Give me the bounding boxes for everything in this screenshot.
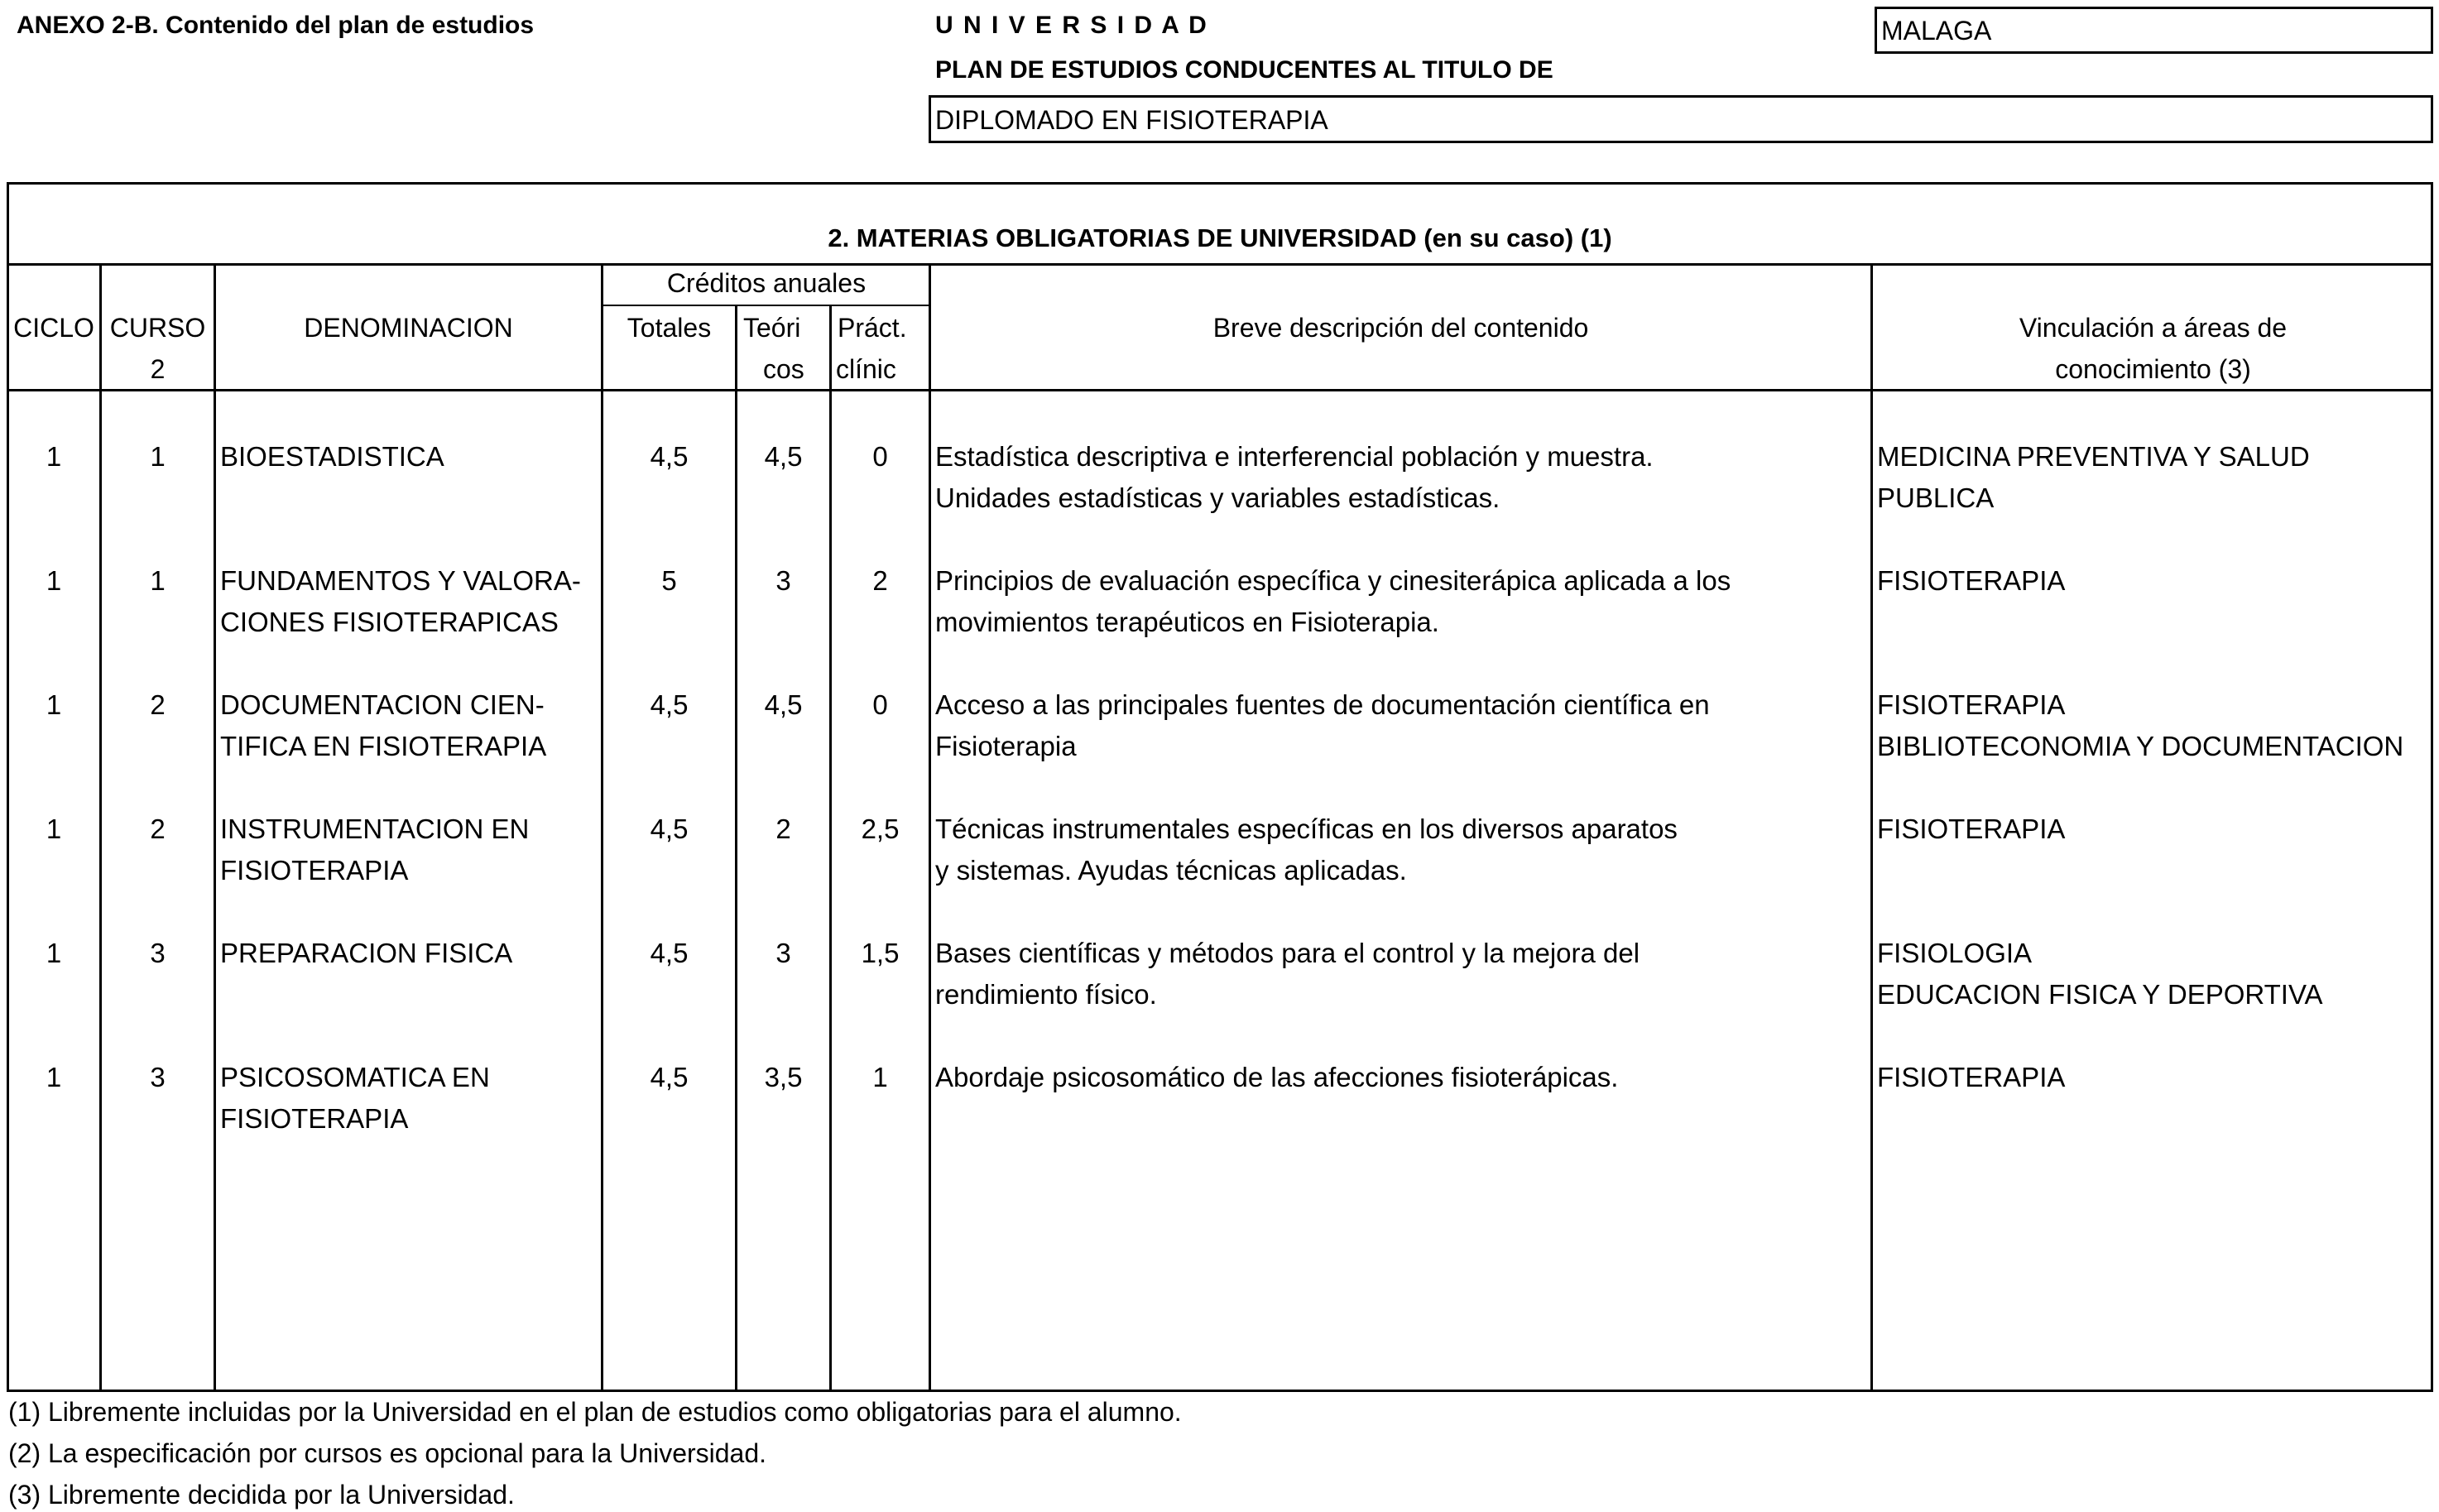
cell-denominacion-line-2: FISIOTERAPIA bbox=[220, 1103, 409, 1134]
cell-teoricos: 4,5 bbox=[764, 441, 803, 472]
cell-curso: 1 bbox=[150, 565, 166, 596]
col-denominacion-header: DENOMINACION bbox=[304, 313, 513, 343]
footnote-3: (3) Libremente decidida por la Universidad. bbox=[8, 1480, 515, 1510]
cell-ciclo: 1 bbox=[46, 814, 62, 844]
cell-denominacion-line-2: TIFICA EN FISIOTERAPIA bbox=[220, 731, 547, 761]
cell-practicos: 1 bbox=[872, 1062, 888, 1092]
plan-label: PLAN DE ESTUDIOS CONDUCENTES AL TITULO DE bbox=[935, 56, 1553, 84]
cell-vinculacion-line-1: FISIOTERAPIA bbox=[1877, 565, 2066, 596]
cell-descripcion-line-1: Abordaje psicosomático de las afecciones fisioterápicas. bbox=[935, 1062, 1619, 1092]
col-curso-note: 2 bbox=[150, 354, 166, 384]
footnote-1: (1) Libremente incluidas por la Universidad en el plan de estudios como obligatorias para el alumno. bbox=[8, 1397, 1182, 1427]
cell-descripcion-line-1: Estadística descriptiva e interferencial población y muestra. bbox=[935, 441, 1654, 472]
cell-practicos: 1,5 bbox=[861, 938, 900, 968]
divider-title bbox=[7, 263, 2433, 266]
divider-creditos bbox=[603, 305, 930, 306]
cell-curso: 1 bbox=[150, 441, 166, 472]
cell-totales: 4,5 bbox=[650, 689, 689, 720]
col-totales-header: Totales bbox=[627, 313, 712, 343]
cell-practicos: 2,5 bbox=[861, 814, 900, 844]
col-sep-curso bbox=[214, 263, 216, 1390]
cell-vinculacion-line-2: BIBLIOTECONOMIA Y DOCUMENTACION bbox=[1877, 731, 2404, 761]
cell-curso: 3 bbox=[150, 1062, 166, 1092]
col-curso-header: CURSO bbox=[109, 313, 206, 343]
annex-title: ANEXO 2-B. Contenido del plan de estudios bbox=[17, 12, 535, 39]
col-vinculacion-header: Vinculación a áreas de bbox=[2019, 313, 2288, 343]
cell-vinculacion-line-1: FISIOLOGIA bbox=[1877, 938, 2033, 968]
cell-vinculacion-line-1: MEDICINA PREVENTIVA Y SALUD bbox=[1877, 441, 2310, 472]
cell-vinculacion-line-1: FISIOTERAPIA bbox=[1877, 689, 2066, 720]
cell-curso: 2 bbox=[150, 689, 166, 720]
col-practicos-header-2: clínic bbox=[836, 354, 896, 384]
titulo-field bbox=[929, 95, 2433, 143]
cell-practicos: 2 bbox=[872, 565, 888, 596]
cell-totales: 4,5 bbox=[650, 938, 689, 968]
cell-totales: 4,5 bbox=[650, 814, 689, 844]
cell-descripcion-line-2: y sistemas. Ayudas técnicas aplicadas. bbox=[935, 855, 1407, 886]
cell-ciclo: 1 bbox=[46, 938, 62, 968]
col-ciclo-header: CICLO bbox=[13, 313, 94, 343]
divider-header bbox=[7, 389, 2433, 391]
cell-ciclo: 1 bbox=[46, 441, 62, 472]
cell-vinculacion-line-2: PUBLICA bbox=[1877, 482, 1995, 513]
universidad-value: MALAGA bbox=[1881, 16, 1992, 46]
cell-descripcion-line-2: Unidades estadísticas y variables estadísticas. bbox=[935, 482, 1500, 513]
cell-denominacion-line-1: DOCUMENTACION CIEN- bbox=[220, 689, 545, 720]
section-title: 2. MATERIAS OBLIGATORIAS DE UNIVERSIDAD (en su caso) (1) bbox=[828, 223, 1612, 252]
cell-denominacion-line-1: INSTRUMENTACION EN bbox=[220, 814, 530, 844]
cell-curso: 2 bbox=[150, 814, 166, 844]
cell-ciclo: 1 bbox=[46, 689, 62, 720]
universidad-field bbox=[1875, 7, 2433, 54]
cell-vinculacion-line-1: FISIOTERAPIA bbox=[1877, 814, 2066, 844]
col-practicos-header: Práct. bbox=[838, 313, 907, 343]
cell-denominacion-line-1: BIOESTADISTICA bbox=[220, 441, 444, 472]
cell-curso: 3 bbox=[150, 938, 166, 968]
col-sep-descripcion bbox=[1870, 263, 1873, 1390]
cell-descripcion-line-2: Fisioterapia bbox=[935, 731, 1077, 761]
cell-denominacion-line-2: FISIOTERAPIA bbox=[220, 855, 409, 886]
cell-totales: 4,5 bbox=[650, 441, 689, 472]
cell-teoricos: 2 bbox=[775, 814, 791, 844]
titulo-value: DIPLOMADO EN FISIOTERAPIA bbox=[935, 105, 1328, 135]
cell-denominacion-line-1: FUNDAMENTOS Y VALORA- bbox=[220, 565, 581, 596]
creditos-header: Créditos anuales bbox=[666, 268, 867, 298]
col-vinculacion-header-2: conocimiento (3) bbox=[2055, 354, 2251, 384]
cell-descripcion-line-1: Bases científicas y métodos para el control y la mejora del bbox=[935, 938, 1640, 968]
cell-vinculacion-line-1: FISIOTERAPIA bbox=[1877, 1062, 2066, 1092]
cell-descripcion-line-2: rendimiento físico. bbox=[935, 979, 1157, 1010]
cell-descripcion-line-1: Acceso a las principales fuentes de documentación científica en bbox=[935, 689, 1710, 720]
universidad-label: U N I V E R S I D A D bbox=[935, 12, 1208, 39]
col-teoricos-header: Teóri bbox=[743, 313, 801, 343]
cell-practicos: 0 bbox=[872, 689, 888, 720]
cell-denominacion-line-1: PREPARACION FISICA bbox=[220, 938, 513, 968]
cell-vinculacion-line-2: EDUCACION FISICA Y DEPORTIVA bbox=[1877, 979, 2323, 1010]
cell-teoricos: 3 bbox=[775, 565, 791, 596]
cell-totales: 5 bbox=[661, 565, 677, 596]
col-descripcion-header: Breve descripción del contenido bbox=[1212, 313, 1589, 343]
cell-teoricos: 4,5 bbox=[764, 689, 803, 720]
cell-teoricos: 3,5 bbox=[764, 1062, 803, 1092]
cell-denominacion-line-1: PSICOSOMATICA EN bbox=[220, 1062, 490, 1092]
cell-descripcion-line-1: Principios de evaluación específica y cinesiterápica aplicada a los bbox=[935, 565, 1731, 596]
cell-practicos: 0 bbox=[872, 441, 888, 472]
cell-ciclo: 1 bbox=[46, 565, 62, 596]
footnote-2: (2) La especificación por cursos es opcional para la Universidad. bbox=[8, 1438, 767, 1468]
cell-teoricos: 3 bbox=[775, 938, 791, 968]
cell-descripcion-line-1: Técnicas instrumentales específicas en los diversos aparatos bbox=[935, 814, 1678, 844]
cell-ciclo: 1 bbox=[46, 1062, 62, 1092]
col-sep-practicos bbox=[929, 263, 931, 1390]
cell-totales: 4,5 bbox=[650, 1062, 689, 1092]
cell-denominacion-line-2: CIONES FISIOTERAPICAS bbox=[220, 607, 559, 637]
cell-descripcion-line-2: movimientos terapéuticos en Fisioterapia. bbox=[935, 607, 1439, 637]
col-teoricos-header-2: cos bbox=[763, 354, 804, 384]
